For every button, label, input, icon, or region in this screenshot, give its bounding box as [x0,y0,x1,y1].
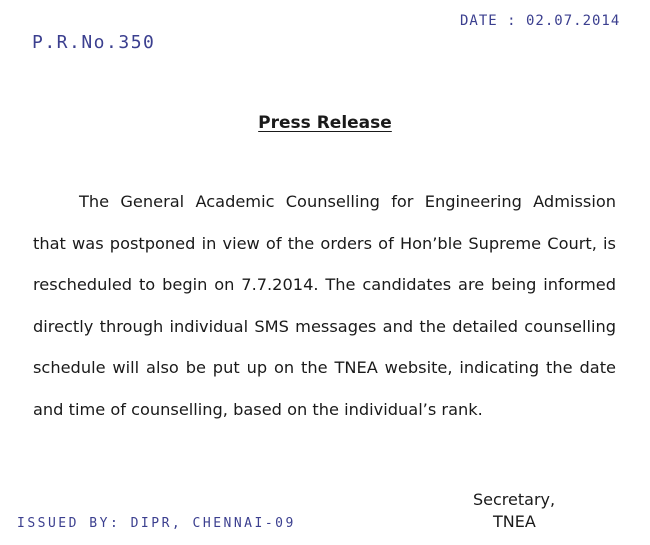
pr-number-handwritten: P.R.No.350 [32,32,156,53]
date-handwritten: DATE : 02.07.2014 [460,13,621,29]
signature-block [473,489,555,533]
signature-title: Secretary, [473,490,556,509]
issued-by-handwritten: ISSUED BY: DIPR, CHENNAI-09 [17,516,296,531]
signature-organization: TNEA [493,512,536,531]
press-release-body: The General Academic Counselling for Engineering Admission that was postponed in view of the orders of Hon’ble Supreme Court, is rescheduled to begin on 7.7.2014. The candidates are being informed directly through individual SMS messages and the detailed counselling schedule will also be put up on the TNEA website, indicating the date and time of counselling, based on the individual’s rank. [33,192,616,419]
document-title: Press Release [258,113,392,133]
